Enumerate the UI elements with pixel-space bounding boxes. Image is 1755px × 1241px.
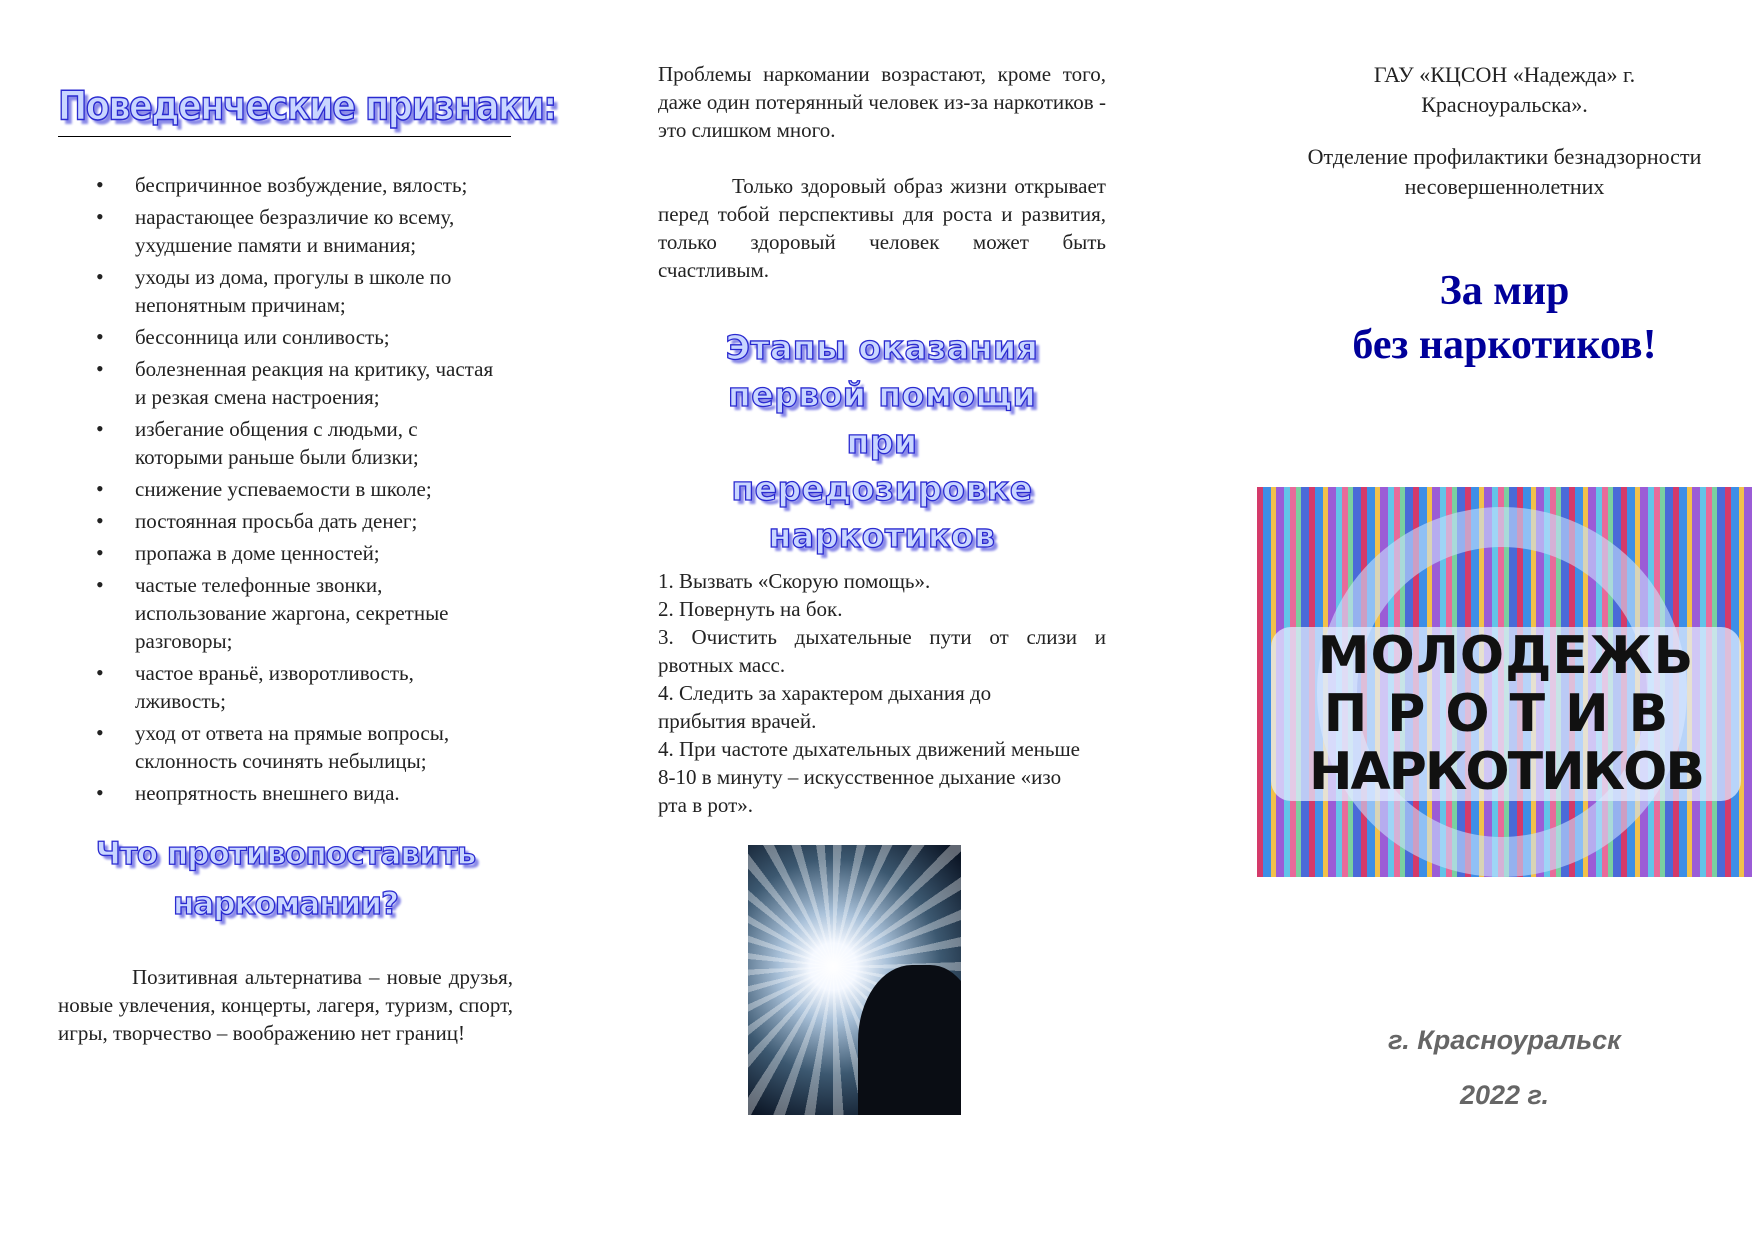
poster-text (1271, 627, 1741, 801)
brochure-title (1257, 264, 1752, 372)
heading-line: наркотиков (768, 516, 996, 555)
heading-line: Что противопоставить (95, 836, 476, 872)
list-item: • болезненная реакция на критику, частая и резкая смена настроения; (58, 355, 508, 411)
footer (1257, 1025, 1752, 1111)
list-item: • уход от ответа на прямые вопросы, склонность сочинять небылицы; (58, 719, 508, 775)
step: 1. Вызвать «Скорую помощь». (658, 569, 931, 593)
healthy-life-paragraph: Только здоровый образ жизни открывает перед тобой перспективы для роста и развития, только здоровый человек может быть счастливым. (658, 174, 1106, 282)
heading-line: передозировке (731, 469, 1033, 508)
list-item: • постоянная просьба дать денег; (58, 507, 508, 535)
step: 2. Повернуть на бок. (658, 597, 843, 621)
list-item: • избегание общения с людьми, с которыми раньше были близки; (58, 415, 508, 471)
title-line: За мир (1439, 268, 1570, 314)
city: г. Красноуральск (1388, 1025, 1621, 1055)
year: 2022 г. (1459, 1080, 1550, 1110)
poster-line: НАРКОТИКОВ (1309, 742, 1703, 802)
poster-line: МОЛОДЕЖЬ (1317, 626, 1695, 686)
heading-counteract (58, 829, 513, 929)
first-aid-steps (658, 567, 1106, 819)
organization-name: ГАУ «КЦСОН «Надежда» г. Красноуральска». (1373, 62, 1636, 117)
list-item: • уходы из дома, прогулы в школе по непонятным причинам; (58, 263, 508, 319)
list-item: • пропажа в доме ценностей; (58, 539, 508, 567)
list-item: • неопрятность внешнего вида. (58, 779, 508, 807)
alternative-paragraph: Позитивная альтернатива – новые друзья, новые увлечения, концерты, лагеря, туризм, спорт, игры, творчество – воображению нет границ! (58, 965, 513, 1045)
signs-list (58, 171, 508, 807)
heading-line: Этапы оказания (725, 328, 1039, 367)
light-silhouette-photo (748, 845, 961, 1115)
heading-line: наркомании? (173, 886, 398, 922)
heading-underline (58, 136, 511, 137)
list-item: • бессонница или сонливость; (58, 323, 508, 351)
heading-first-aid (658, 324, 1106, 559)
heading-behavioral-signs: Поведенческие признаки: (58, 84, 556, 130)
list-item: • нарастающее безразличие ко всему, ухудшение памяти и внимания; (58, 203, 508, 259)
youth-against-drugs-poster (1257, 487, 1752, 877)
left-panel (58, 84, 556, 1047)
right-panel (1257, 60, 1752, 372)
step: 4. Следить за характером дыхания до прибытия врачей. (658, 681, 992, 733)
poster-line: ПРОТИВ (1323, 684, 1689, 744)
list-item: • частые телефонные звонки, использование жаргона, секретные разговоры; (58, 571, 508, 655)
heading-line: первой помощи (727, 375, 1037, 414)
list-item: • беспричинное возбуждение, вялость; (58, 171, 508, 199)
title-line: без наркотиков! (1352, 322, 1657, 368)
middle-panel (658, 60, 1106, 819)
problems-paragraph: Проблемы наркомании возрастают, кроме того, даже один потерянный человек из-за наркотиков - это слишком много. (658, 62, 1106, 142)
step: 4. При частоте дыхательных движений меньше 8-10 в минуту – искусственное дыхание «изо рта в рот». (658, 737, 1080, 817)
list-item: • снижение успеваемости в школе; (58, 475, 508, 503)
silhouette (858, 965, 961, 1115)
department-name: Отделение профилактики безнадзорности несовершеннолетних (1307, 144, 1702, 199)
heading-line: при (846, 422, 918, 461)
step: 3. Очистить дыхательные пути от слизи и рвотных масс. (658, 625, 1106, 677)
list-item: • частое враньё, изворотливость, лживость; (58, 659, 508, 715)
